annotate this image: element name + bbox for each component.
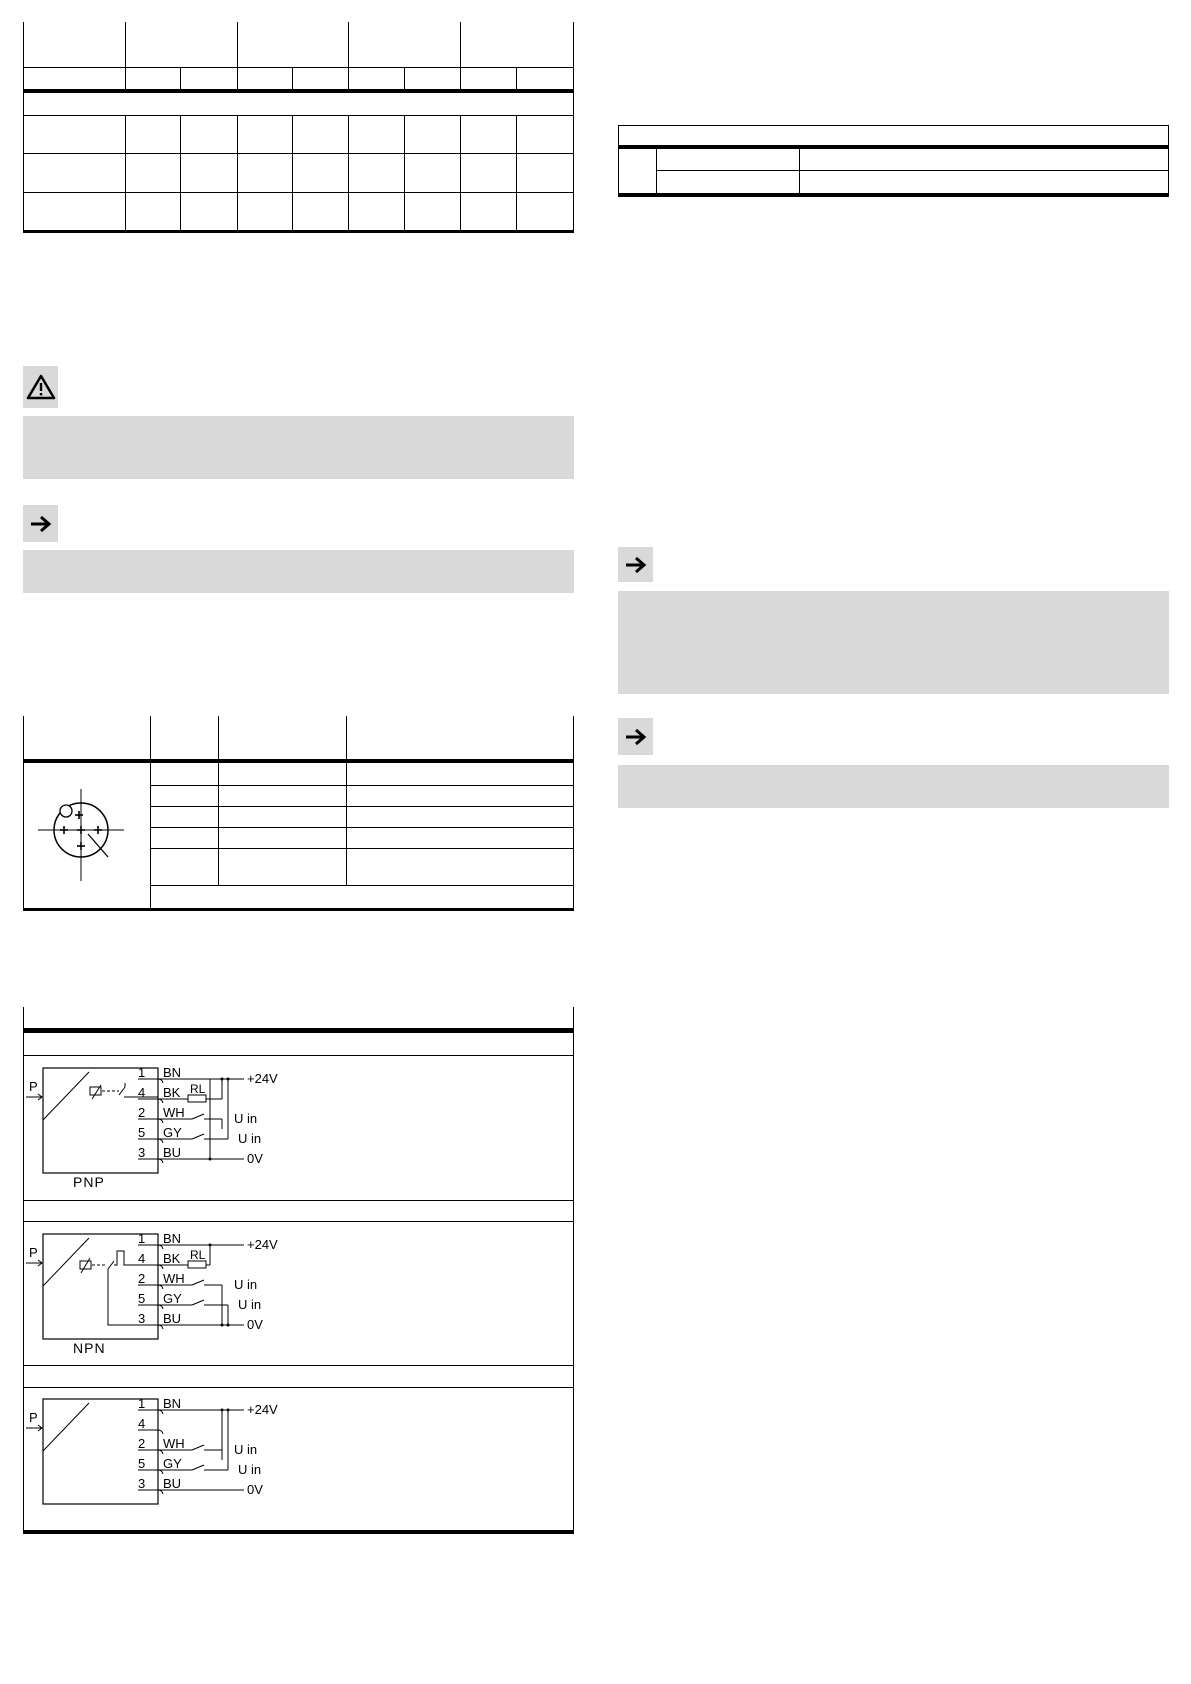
wire-color: WH (163, 1436, 185, 1451)
pin-number: 1 (138, 1231, 146, 1246)
input-label: U in (234, 1111, 258, 1126)
pin-number: 4 (138, 1251, 146, 1266)
supply-positive-label: +24V (247, 1237, 278, 1252)
wire-color: GY (163, 1291, 182, 1306)
input-label: U in (238, 1462, 262, 1477)
pin-number: 2 (138, 1105, 146, 1120)
pin-number: 5 (138, 1125, 146, 1140)
note-text-box (618, 765, 1169, 808)
input-label: U in (238, 1297, 262, 1312)
pin-number: 3 (138, 1145, 146, 1160)
pnp-wiring-diagram (24, 1060, 304, 1192)
wire-color: BU (163, 1311, 182, 1326)
input-label: U in (234, 1442, 258, 1457)
npn-wiring-diagram (24, 1226, 304, 1358)
supply-positive-label: +24V (247, 1071, 278, 1086)
pin-number: 1 (138, 1396, 146, 1411)
wire-color: BK (163, 1251, 181, 1266)
supply-negative-label: 0V (247, 1482, 263, 1497)
input-label: U in (238, 1131, 262, 1146)
m12-connector-pinout-icon (36, 787, 126, 883)
arrow-right-icon (29, 514, 53, 534)
arrow-right-icon (624, 555, 648, 575)
pressure-input-label: P (29, 1410, 38, 1425)
pressure-input-label: P (29, 1245, 38, 1260)
wire-color: BN (163, 1396, 182, 1411)
output-type-label: PNP (73, 1174, 105, 1190)
note-icon-box (23, 505, 58, 542)
supply-negative-label: 0V (247, 1317, 263, 1332)
input-label: U in (234, 1277, 258, 1292)
warning-text-box (23, 416, 574, 479)
pressure-input-label: P (29, 1079, 38, 1094)
pin-number: 1 (138, 1065, 146, 1080)
arrow-right-icon (624, 727, 648, 747)
note-text-box (618, 591, 1169, 694)
wire-color: BN (163, 1065, 182, 1080)
pin-number: 2 (138, 1271, 146, 1286)
supply-negative-label: 0V (247, 1151, 263, 1166)
wire-color: WH (163, 1105, 185, 1120)
pin-number: 4 (138, 1085, 146, 1100)
note-icon-box (618, 547, 653, 582)
pin-number: 4 (138, 1416, 146, 1431)
load-resistor-label: RL (190, 1082, 206, 1096)
note-text-box (23, 550, 574, 593)
pin-number: 2 (138, 1436, 146, 1451)
wire-color: GY (163, 1456, 182, 1471)
warning-icon-box (23, 366, 58, 408)
load-resistor-label: RL (190, 1248, 206, 1262)
supply-positive-label: +24V (247, 1402, 278, 1417)
output-type-label: NPN (73, 1340, 106, 1356)
analog-wiring-diagram (24, 1391, 304, 1511)
pin-number: 5 (138, 1456, 146, 1471)
pin-number: 3 (138, 1311, 146, 1326)
warning-triangle-icon (26, 374, 56, 400)
wire-color: BU (163, 1476, 182, 1491)
wire-color: BN (163, 1231, 182, 1246)
wire-color: BU (163, 1145, 182, 1160)
wire-color: GY (163, 1125, 182, 1140)
note-icon-box (618, 718, 653, 755)
pin-number: 3 (138, 1476, 146, 1491)
pin-number: 5 (138, 1291, 146, 1306)
wire-color: BK (163, 1085, 181, 1100)
wire-color: WH (163, 1271, 185, 1286)
